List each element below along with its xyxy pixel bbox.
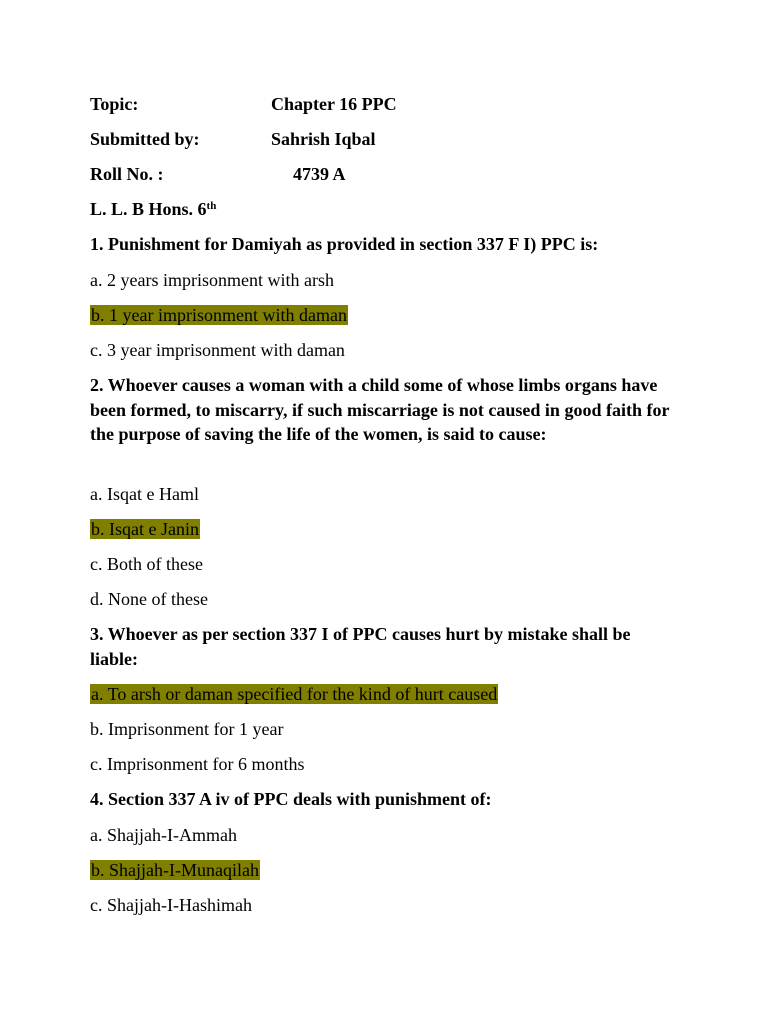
option-text: a. 2 years imprisonment with arsh (90, 270, 334, 290)
option-text: c. 3 year imprisonment with daman (90, 340, 345, 360)
q2-option-d (90, 587, 208, 611)
topic-label: Topic: (90, 94, 139, 114)
q3-option-c (90, 752, 304, 776)
q4-option-b (90, 858, 260, 882)
question-3: 3. Whoever as per section 337 I of PPC causes hurt by mistake shall be liable: (90, 624, 631, 669)
program-superscript: th (206, 200, 217, 212)
question-2: 2. Whoever causes a woman with a child some of whose limbs organs have been formed, to miscarry, if such miscarriage is not caused in good faith for the purpose of saving the life of the women, is said to cause: (90, 375, 670, 444)
q2-option-c (90, 552, 203, 576)
roll-row (90, 162, 346, 186)
q4-option-a (90, 823, 237, 847)
question-1: 1. Punishment for Damiyah as provided in section 337 F I) PPC is: (90, 234, 599, 254)
option-text: c. Imprisonment for 6 months (90, 754, 305, 774)
option-text-highlighted: b. 1 year imprisonment with daman (91, 305, 347, 325)
q3-option-b (90, 717, 283, 741)
submitted-value: Sahrish Iqbal (271, 129, 376, 149)
topic-row (90, 92, 397, 116)
q2-option-a (90, 482, 199, 506)
program-text: L. L. B Hons. 6 (90, 199, 207, 219)
roll-label: Roll No. : (90, 164, 164, 184)
option-text: b. Imprisonment for 1 year (90, 719, 284, 739)
q1-option-b (90, 303, 348, 327)
topic-value: Chapter 16 PPC (271, 94, 397, 114)
q1-option-a (90, 268, 334, 292)
option-text: c. Both of these (90, 554, 203, 574)
program-line (90, 197, 216, 221)
option-text-highlighted: a. To arsh or daman specified for the kind of hurt caused (91, 684, 498, 704)
option-text-highlighted: b. Isqat e Janin (91, 519, 199, 539)
q3-option-a (90, 682, 498, 706)
question-4: 4. Section 337 A iv of PPC deals with punishment of: (90, 789, 492, 809)
q4-option-c (90, 893, 252, 917)
option-text: a. Shajjah-I-Ammah (90, 825, 237, 845)
submitted-row (90, 127, 376, 151)
roll-value: 4739 A (293, 164, 346, 184)
q1-option-c (90, 338, 345, 362)
option-text-highlighted: b. Shajjah-I-Munaqilah (91, 860, 259, 880)
option-text: c. Shajjah-I-Hashimah (90, 895, 252, 915)
option-text: d. None of these (90, 589, 208, 609)
q2-option-b (90, 517, 200, 541)
submitted-label: Submitted by: (90, 129, 200, 149)
option-text: a. Isqat e Haml (90, 484, 199, 504)
